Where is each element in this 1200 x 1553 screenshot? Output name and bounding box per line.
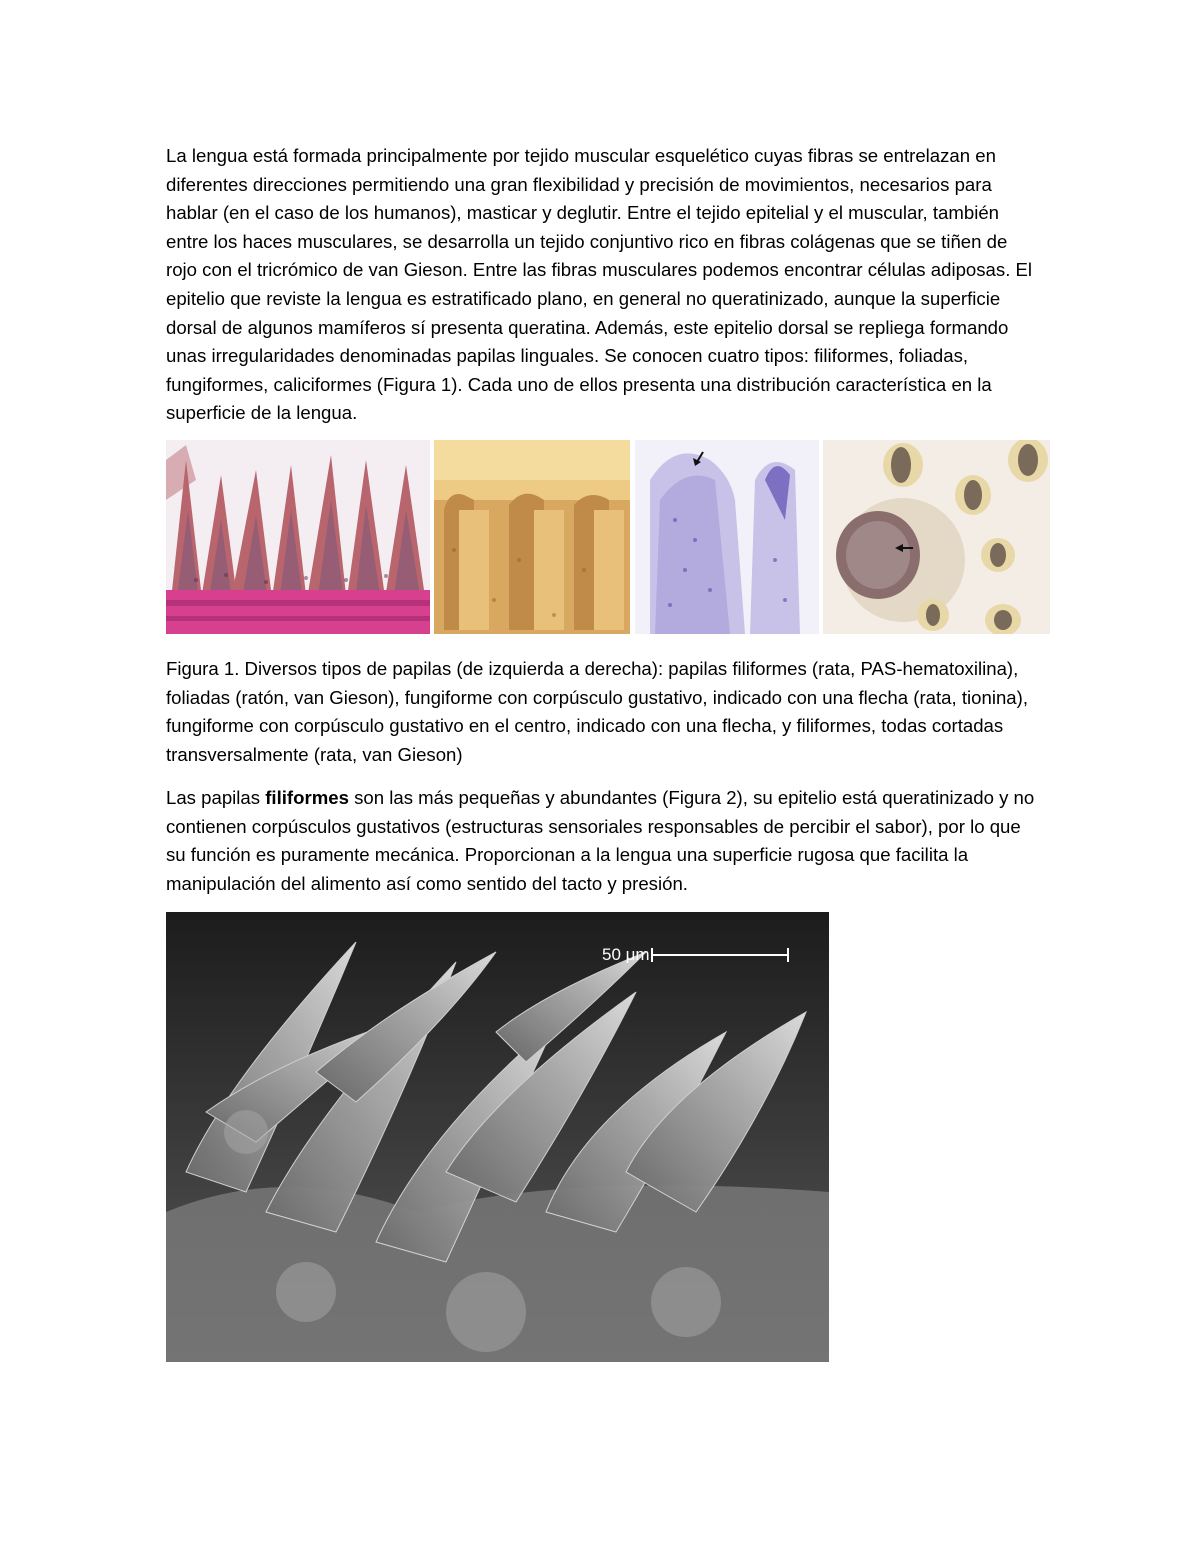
figure-1-panels [166, 440, 1050, 634]
foliate-papillae-micrograph [434, 440, 630, 634]
figure-1-caption: Figura 1. Diversos tipos de papilas (de izquierda a derecha): papilas filiformes (rata, PAS-hematoxilina), foliadas (ratón, van Gieson), fungiforme con corpúsculo gustativo, indicado con una flecha (rata, tionina), fungiforme con corpúsculo gustativo en el centro, indicado con una flecha, y filiformes, todas cortadas transversalmente (rata, van Gieson) [166, 658, 1028, 765]
fungiform-cross-section-micrograph [823, 440, 1050, 634]
intro-paragraph: La lengua está formada principalmente por tejido muscular esquelético cuyas fibras se entrelazan en diferentes direcciones permitiendo una gran flexibilidad y precisión de movimientos, necesarios para hablar (en el caso de los humanos), masticar y deglutir. Entre el tejido epitelial y el muscular, también entre los haces musculares, se desarrolla un tejido conjuntivo rico en fibras colágenas que se tiñen de rojo con el tricrómico de van Gieson. Entre las fibras musculares podemos encontrar células adiposas. El epitelio que reviste la lengua es estratificado plano, en general no queratinizado, aunque la superficie dorsal de algunos mamíferos sí presenta queratina. Además, este epitelio dorsal se repliega formando unas irregularidades denominadas papilas linguales. Se conocen cuatro tipos: filiformes, foliadas, fungiformes, caliciformes (Figura 1). Cada uno de ellos presenta una distribución característica en la superficie de la lengua. [166, 145, 1033, 424]
fungiform-papilla-thionin-micrograph [635, 440, 819, 634]
filiform-papillae-micrograph [166, 440, 430, 634]
filiform-paragraph [166, 784, 1038, 898]
filiform-term: filiformes [265, 787, 349, 808]
filiform-papillae-sem-micrograph [166, 912, 829, 1362]
filiform-paragraph-rest: son las más pequeñas y abundantes (Figura 2), su epitelio está queratinizado y no contienen corpúsculos gustativos (estructuras sensoriales responsables de percibir el sabor), por lo que su función es puramente mecánica. Proporcionan a la lengua una superficie rugosa que facilita la manipulación del alimento así como sentido del tacto y presión. [166, 787, 1035, 894]
scale-bar-label: 50 μm [602, 945, 650, 964]
filiform-paragraph-start: Las papilas [166, 787, 266, 808]
